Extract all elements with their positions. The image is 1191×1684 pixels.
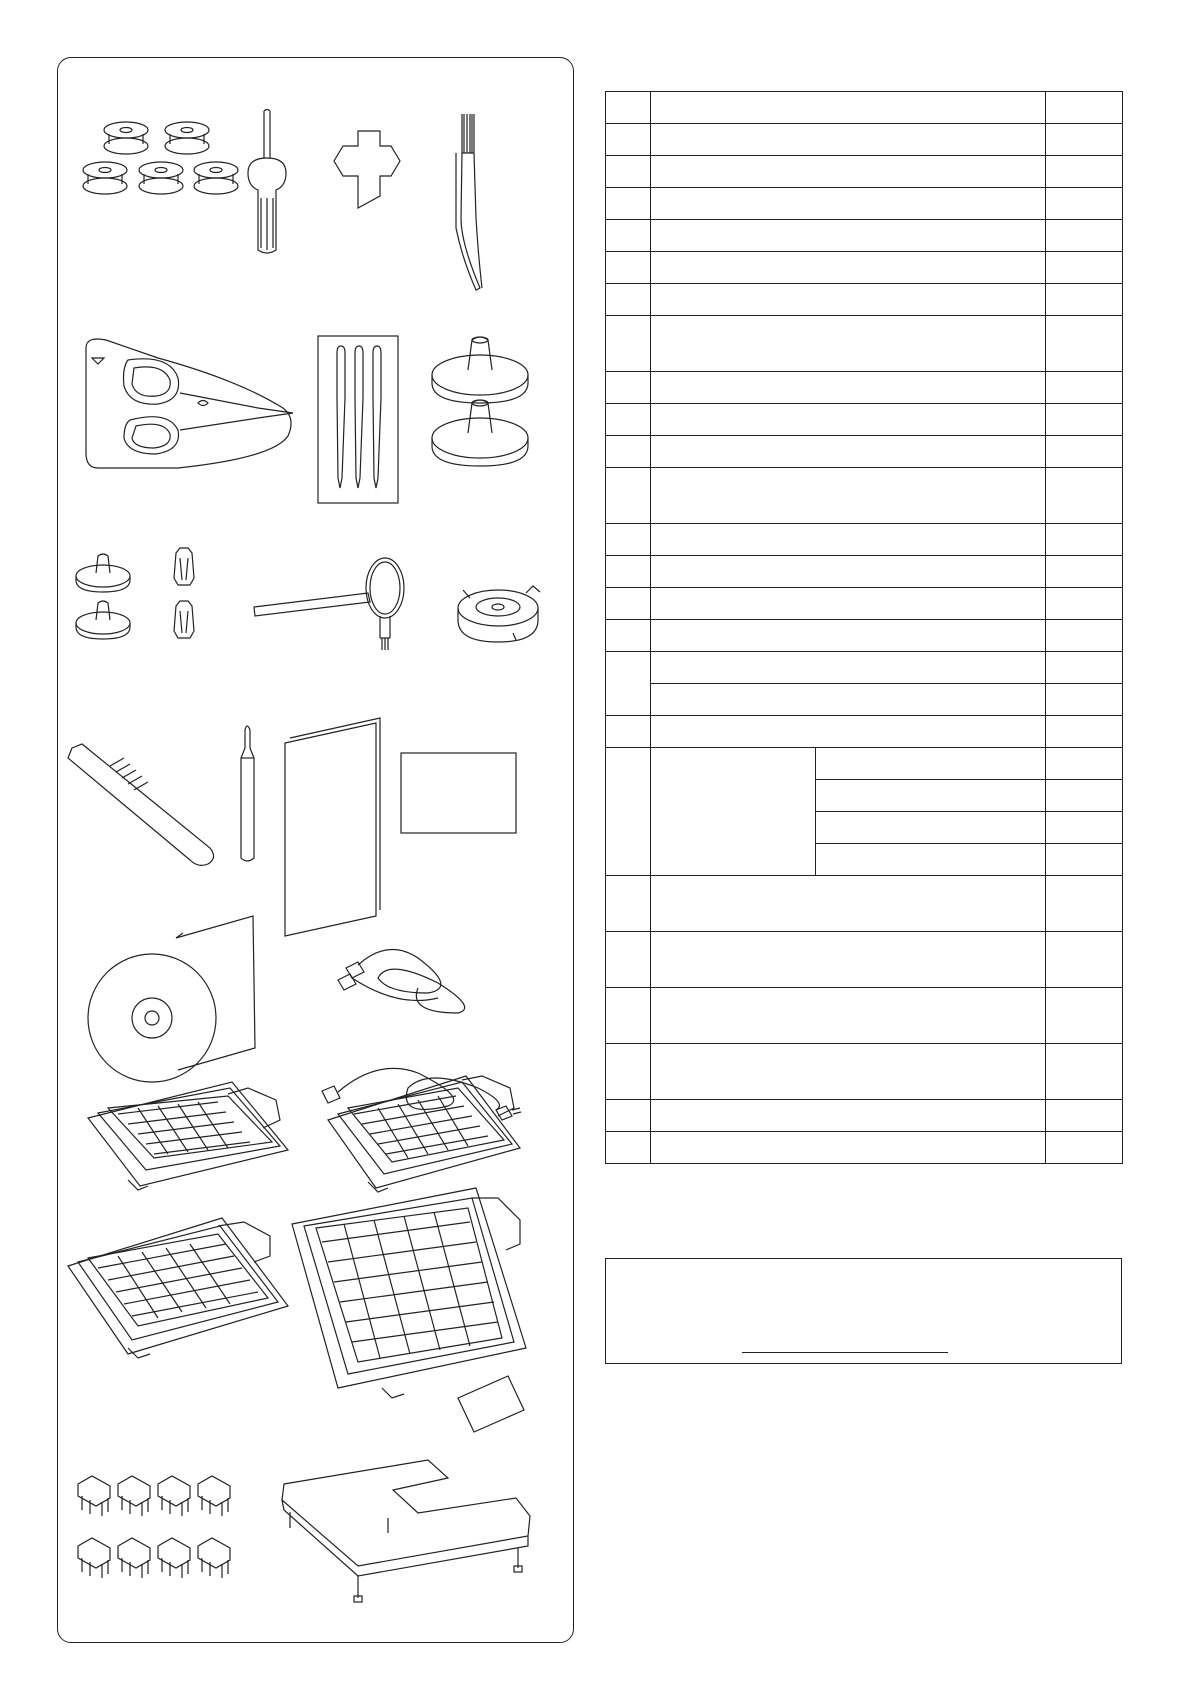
table-row <box>606 220 1123 252</box>
table-row <box>606 556 1123 588</box>
cell-qty <box>1046 188 1123 220</box>
table-row <box>606 188 1123 220</box>
bobbin-case-icon <box>458 586 540 642</box>
table-header-row <box>606 92 1123 124</box>
header-qty <box>1046 92 1123 124</box>
spool-cap-icon <box>174 548 194 638</box>
table-row <box>606 932 1123 988</box>
card-icon <box>401 753 516 833</box>
cell-qty <box>1046 156 1123 188</box>
cell-name <box>651 188 1046 220</box>
cell-qty <box>1046 124 1123 156</box>
cell-name <box>651 220 1046 252</box>
hoop-icon <box>88 1082 288 1190</box>
table-row <box>606 988 1123 1044</box>
bobbins-icon <box>83 122 238 194</box>
table-row <box>606 252 1123 284</box>
table-row <box>606 524 1123 556</box>
table-row <box>606 748 1123 780</box>
table-row <box>606 684 1123 716</box>
multi-screwdriver-icon <box>334 131 400 208</box>
accessories-panel <box>57 57 574 1643</box>
usb-cable-icon <box>338 949 465 1013</box>
table-row <box>606 124 1123 156</box>
notice-box <box>605 1258 1122 1364</box>
table-row <box>606 652 1123 684</box>
oil-icon <box>241 726 254 861</box>
hoop-icon <box>292 1188 526 1432</box>
cell-name <box>651 124 1046 156</box>
spool-pin-icon <box>254 558 404 650</box>
table-row <box>606 716 1123 748</box>
cell-qty <box>1046 220 1123 252</box>
cell-no <box>606 124 651 156</box>
table-row <box>606 620 1123 652</box>
spool-holder-large-icon <box>432 337 528 466</box>
header-no <box>606 92 651 124</box>
table-row <box>606 316 1123 372</box>
accessories-illustration <box>58 58 575 1644</box>
table-row <box>606 1044 1123 1100</box>
table-row <box>606 156 1123 188</box>
hoop-icon <box>68 1218 288 1358</box>
table-row <box>606 588 1123 620</box>
cell-no <box>606 220 651 252</box>
cell-no <box>606 156 651 188</box>
book-icon <box>285 718 380 936</box>
hoop-icon <box>328 1076 520 1192</box>
table-row <box>606 1132 1123 1164</box>
table-row <box>606 876 1123 932</box>
notice-link[interactable] <box>742 1352 948 1353</box>
parts-table <box>605 91 1123 1164</box>
cell-name <box>651 156 1046 188</box>
touch-pen-icon <box>68 744 214 865</box>
table-row <box>606 372 1123 404</box>
needles-icon <box>318 336 398 503</box>
extension-table-icon <box>282 1460 530 1602</box>
cd-icon <box>88 916 255 1082</box>
table-row <box>606 436 1123 468</box>
screwdriver-icon <box>248 110 286 254</box>
header-name <box>651 92 1046 124</box>
cell-no <box>606 188 651 220</box>
table-row <box>606 404 1123 436</box>
table-row <box>606 468 1123 524</box>
table-row <box>606 284 1123 316</box>
table-row <box>606 1100 1123 1132</box>
scissors-icon <box>86 339 293 468</box>
spool-holder-small-icon <box>76 554 130 639</box>
clamp-icon <box>78 1476 230 1578</box>
lint-brush-icon <box>456 114 482 290</box>
